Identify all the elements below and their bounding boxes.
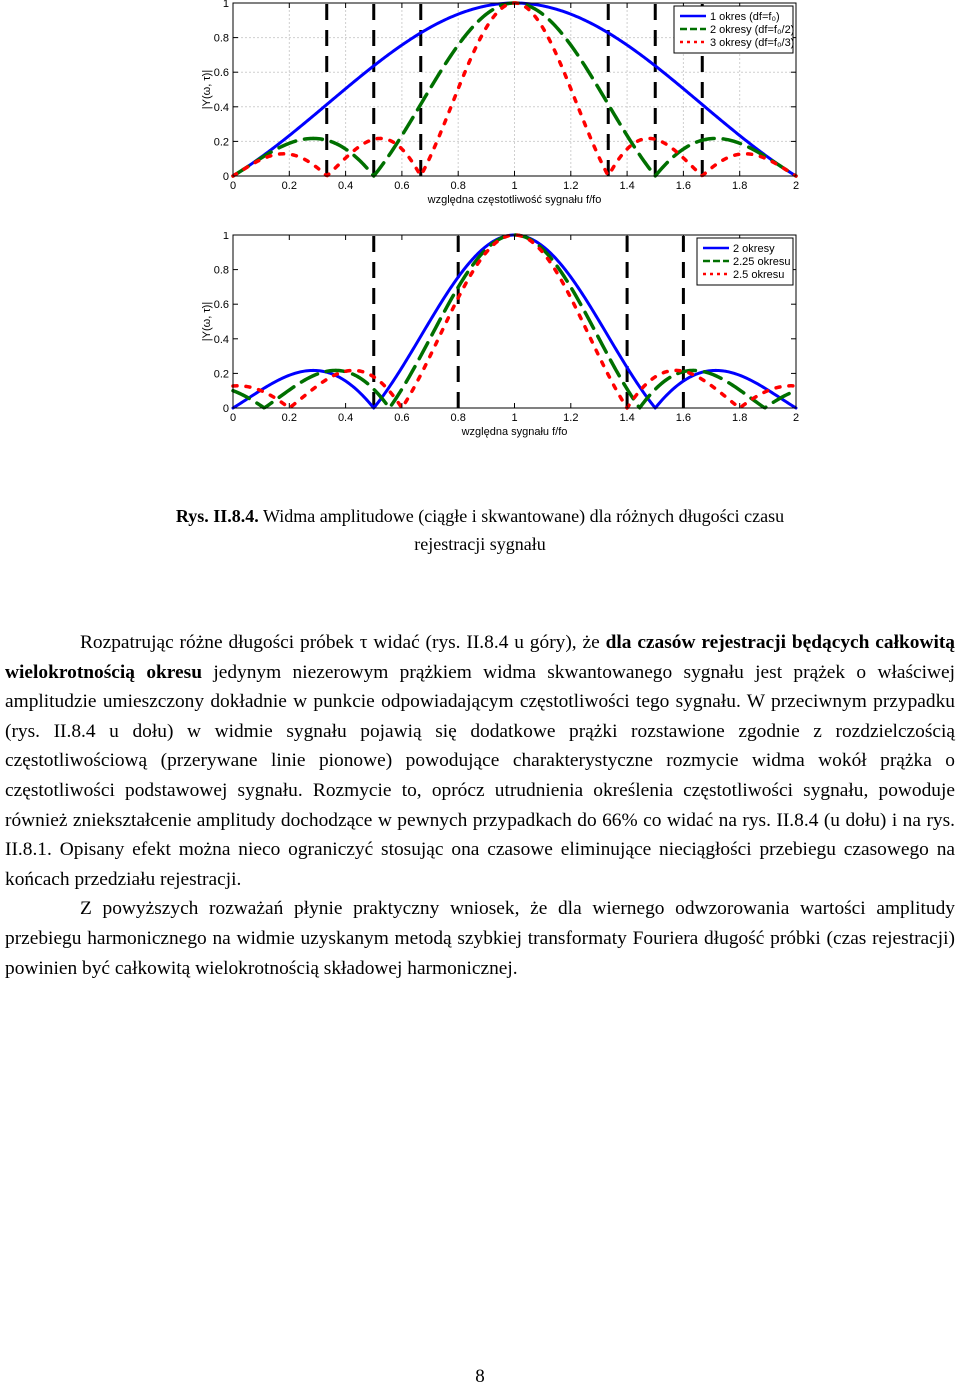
- figure-caption-text-line2: rejestracji sygnału: [414, 534, 546, 554]
- chart1-legend-label: 1 okres (df=f₀): [710, 11, 780, 23]
- chart2-x-tick-label: 0: [229, 412, 237, 424]
- chart2-x-axis-label: względna sygnału f/fo: [461, 426, 568, 438]
- paragraph-1-part1: Rozpatrując różne długości próbek τ widać (rys. II.8.4 u góry), że: [80, 632, 606, 653]
- chart1-x-axis-label: względna częstotliwość sygnału f/fo: [427, 194, 602, 206]
- spectrum-chart-bottom: [0, 232, 960, 452]
- chart2-x-tick-label: 0.4: [337, 412, 354, 424]
- chart2-x-tick-label: 1.4: [619, 412, 635, 424]
- chart1-y-tick-label: 0.6: [213, 67, 229, 80]
- chart2-x-tick-label: 0.2: [281, 412, 297, 424]
- chart2-y-tick-label: 0.4: [213, 333, 229, 346]
- chart1-x-tick-label: 0: [229, 180, 237, 192]
- body-text: [5, 628, 955, 983]
- chart2-x-tick-label: 2: [792, 412, 800, 424]
- chart2-legend-label: 2.5 okresu: [733, 269, 785, 281]
- chart2-x-tick-label: 0.8: [450, 412, 466, 424]
- paragraph-1: [5, 628, 955, 894]
- chart1-x-tick-label: 0.4: [337, 180, 354, 192]
- chart2-legend: [697, 238, 793, 285]
- chart2-x-tick-label: 0.6: [394, 412, 410, 424]
- chart1-x-tick-label: 0.2: [281, 180, 297, 192]
- figure-caption: [0, 502, 960, 558]
- chart2-y-tick-label: 0.6: [213, 299, 229, 312]
- chart2-y-tick-label: 0: [222, 403, 229, 415]
- figure-caption-label: Rys. II.8.4.: [175, 506, 259, 526]
- chart2-y-tick-label: 1: [222, 232, 229, 242]
- chart2-legend-label: 2 okresy: [733, 243, 775, 255]
- chart1-legend-label: 3 okresy (df=f₀/3): [710, 37, 795, 49]
- chart1-legend-label: 2 okresy (df=f₀/2): [710, 24, 795, 36]
- chart1-x-tick-label: 0.8: [450, 180, 466, 192]
- spectrum-chart-bottom-svg: [0, 232, 960, 452]
- chart1-x-tick-label: 1: [511, 180, 518, 192]
- chart2-x-tick-label: 1.2: [563, 412, 579, 424]
- paragraph-1-part2: jedynym niezerowym prążkiem widma skwantowanego sygnału jest prążek o właściwej amplitudzie umieszczony dokładnie w punkcie odpowiadającym częstotliwości tego sygnału. W przeciwnym przypadku (rys. II.8.4 u dołu) w widmie sygnału pojawią się dodatkowe prążki rozstawione zgodnie z rozdzielczością częstotliwościową (przerywane linie pionowe) powodujące charakterystyczne rozmycie widma wokół prążka o częstotliwości podstawowej sygnału. Rozmycie to, oprócz utrudnienia określenia częstotliwości sygnału, powoduje również zniekształcenie amplitudy dochodzące w pewnych przypadkach do 66% co widać na rys. II.8.4 (u dołu) i na rys. II.8.1. Opisany efekt można nieco ograniczyć stosując ona czasowe eliminujące nieciągłości przebiegu czasowego na końcach przedziału rejestracji.: [5, 661, 955, 890]
- chart1-x-tick-label: 2: [792, 180, 800, 192]
- chart1-x-tick-label: 0.6: [394, 180, 410, 192]
- chart1-x-tick-label: 1.6: [675, 180, 692, 192]
- chart1-y-tick-label: 1: [222, 0, 229, 10]
- spectrum-chart-top-svg: [0, 0, 960, 220]
- chart1-legend: [674, 6, 794, 53]
- paragraph-2: Z powyższych rozważań płynie praktyczny wniosek, że dla wiernego odwzorowania wartości amplitudy przebiegu harmonicznego na widmie uzyskanym metodą szybkiej transformaty Fouriera długość próbki (czas rejestracji) powinien być całkowitą wielokrotnością składowej harmonicznej.: [5, 898, 955, 979]
- chart2-legend-label: 2.25 okresu: [733, 256, 791, 268]
- chart2-y-axis-label: |Y(ω, τ)|: [201, 301, 213, 342]
- chart2-x-tick-label: 1.6: [675, 412, 692, 424]
- chart1-x-tick-label: 1.2: [563, 180, 579, 192]
- chart1-x-tick-label: 1.8: [732, 180, 748, 192]
- chart1-y-tick-label: 0: [222, 171, 229, 183]
- chart1-y-tick-label: 0.8: [213, 32, 229, 45]
- chart2-x-tick-label: 1.8: [732, 412, 748, 424]
- chart2-x-tick-label: 1: [511, 412, 518, 424]
- chart2-y-tick-label: 0.8: [213, 264, 229, 277]
- chart1-x-tick-label: 1.4: [619, 180, 635, 192]
- paragraph-1-bold: dla czasów rejestracji będących całkowitą wielokrotnością okresu: [5, 632, 956, 683]
- chart1-y-tick-label: 0.2: [213, 136, 229, 149]
- chart1-y-tick-label: 0.4: [213, 101, 229, 114]
- chart1-y-axis-label: |Y(ω, τ)|: [201, 69, 213, 110]
- spectrum-chart-top: [0, 0, 960, 220]
- figure-caption-text: Widma amplitudowe (ciągłe i skwantowane) dla różnych długości czasu: [262, 506, 785, 526]
- page-number: 8: [475, 1366, 485, 1387]
- chart2-y-tick-label: 0.2: [213, 368, 229, 381]
